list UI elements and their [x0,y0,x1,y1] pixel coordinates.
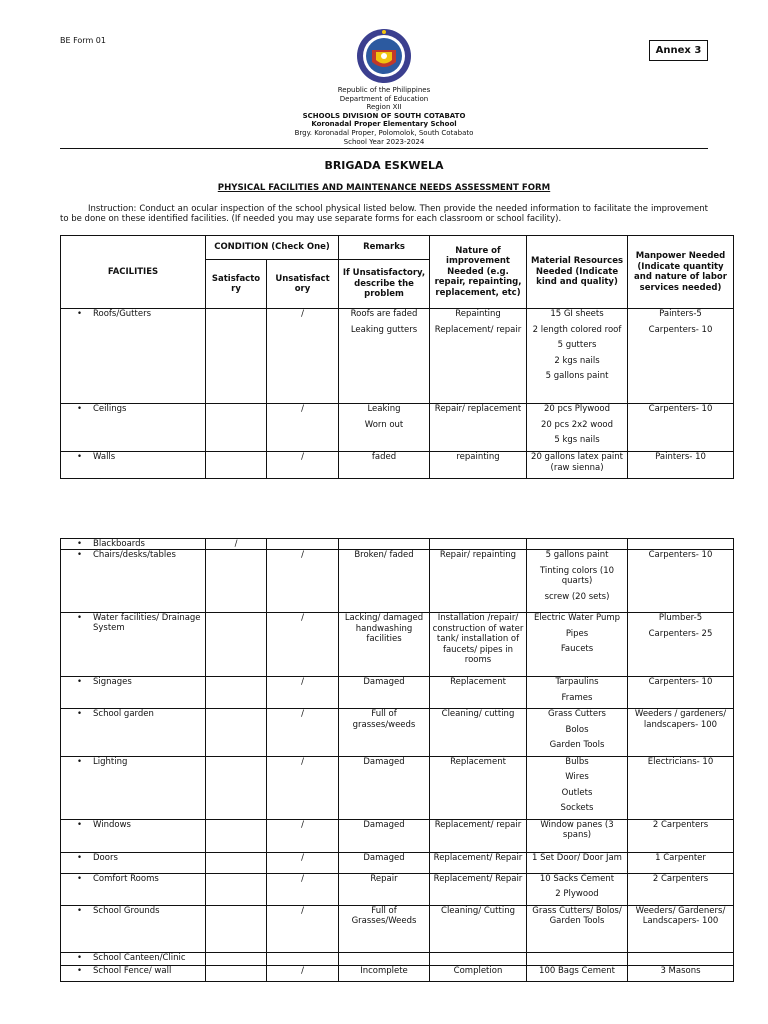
table-row [61,677,734,709]
material-cell [527,550,628,613]
satisfactory-cell [206,550,267,613]
satisfactory-cell [206,905,267,952]
nature-line: Repair/ repainting [439,550,517,560]
material-cell [527,873,628,905]
material-line: Grass Cutters/ Bolos/ Garden Tools [532,905,622,926]
nature-line: Cleaning/ cutting [441,709,515,719]
nature-line: Replacement/ repair [434,324,522,335]
remarks-cell [339,819,430,852]
material-line: 2 Plywood [555,889,599,899]
remarks-cell [339,539,430,550]
annex-label: Annex 3 [649,40,708,61]
nature-cell [430,952,527,965]
material-line: 2 kgs nails [554,355,600,366]
table-row [61,952,734,965]
remarks-cell [339,873,430,905]
manpower-line: Weeders/ Gardeners/ Landscapers- 100 [635,905,726,926]
material-line: 5 gutters [557,340,597,350]
remarks-line: Lacking/ damaged handwashing facilities [344,613,424,644]
manpower-line: 2 Carpenters [652,819,709,830]
manpower-cell [628,452,734,479]
remarks-line: Damaged [363,677,405,687]
remarks-line: Broken/ faded [354,550,414,560]
satisfactory-cell [206,404,267,452]
form-code: BE Form 01 [60,36,106,45]
unsatisfactory-cell: / [267,873,339,905]
table-row [61,452,734,479]
facility-cell [61,852,206,873]
header-department: Department of Education [339,94,429,103]
satisfactory-cell [206,952,267,965]
remarks-line: faded [371,452,397,462]
nature-line: Installation /repair/ construction of water tank/ installation of faucets/ pipes in rooms [432,613,524,665]
material-cell [527,819,628,852]
table-row [61,550,734,613]
manpower-line: Painters- 10 [655,452,706,462]
satisfactory-cell [206,709,267,757]
remarks-cell [339,852,430,873]
satisfactory-cell [206,452,267,479]
facility-name: • Chairs/desks/tables [93,550,176,560]
manpower-cell [628,819,734,852]
material-cell [527,905,628,952]
nature-cell [430,965,527,982]
nature-cell [430,852,527,873]
form-subtitle: PHYSICAL FACILITIES AND MAINTENANCE NEEDS ASSESSMENT FORM [217,183,551,193]
nature-cell [430,613,527,677]
unsatisfactory-cell: / [267,709,339,757]
satisfactory-cell [206,852,267,873]
nature-line: Repair/ replacement [434,404,522,414]
remarks-line: Leaking gutters [350,324,418,335]
material-cell [527,852,628,873]
material-line: 10 Sacks Cement [539,873,615,884]
material-line: 15 GI sheets [550,309,604,319]
material-line: Window panes (3 spans) [540,819,614,840]
unsatisfactory-cell: / [267,852,339,873]
table-2-body [61,539,734,982]
unsatisfactory-cell: / [267,452,339,479]
col-nature: Nature of improvement Needed (e.g. repair, repainting, replacement, etc) [430,236,527,309]
facility-cell [61,404,206,452]
remarks-cell [339,404,430,452]
assessment-table-1 [60,235,734,479]
instruction-text: Instruction: Conduct an ocular inspection of the school physical listed below. Then provide the needed information to facilitate the improvement to be done on these identified facilities. (If needed you may use separate forms for each classroom or school facility). [60,204,708,224]
col-unsatisfactory: Unsatisfact ory [267,260,339,309]
remarks-line: Incomplete [360,965,408,976]
facility-cell [61,905,206,952]
material-line: Wires [565,772,589,782]
manpower-line: Carpenters- 10 [648,324,713,335]
unsatisfactory-cell [267,952,339,965]
material-line: Garden Tools [549,740,605,750]
manpower-cell [628,677,734,709]
form-title: BRIGADA ESKWELA [324,159,444,172]
manpower-cell [628,965,734,982]
manpower-line: Plumber-5 [658,613,703,623]
material-cell [527,756,628,819]
facility-name: • Roofs/Gutters [93,309,152,319]
manpower-cell [628,756,734,819]
unsatisfactory-cell: / [267,819,339,852]
facility-name: • School garden [93,709,154,719]
material-cell [527,677,628,709]
remarks-cell [339,965,430,982]
table-row [61,613,734,677]
facility-cell [61,309,206,404]
nature-cell [430,539,527,550]
facility-name: • Lighting [93,756,128,767]
facility-name: • Signages [93,677,132,687]
remarks-cell [339,756,430,819]
facility-name: • School Fence/ wall [93,965,172,976]
satisfactory-cell [206,819,267,852]
nature-line: Replacement/ Repair [433,873,523,884]
remarks-line: Roofs are faded [350,309,418,319]
remarks-line: Damaged [363,756,405,767]
header-address: Brgy. Koronadal Proper, Polomolok, South Cotabato [294,128,474,137]
satisfactory-cell [206,309,267,404]
remarks-line: Full of grasses/weeds [352,709,416,730]
remarks-line: Damaged [363,852,405,863]
material-line: 20 pcs Plywood [544,404,610,414]
material-line: 100 Bags Cement [539,965,615,976]
col-manpower: Manpower Needed (Indicate quantity and nature of labor services needed) [628,236,734,309]
header-republic: Republic of the Philippines [337,86,431,94]
material-line: Outlets [561,787,593,798]
material-line: Tinting colors (10 quarts) [539,565,615,586]
manpower-line: Weeders / gardeners/ landscapers- 100 [634,709,727,730]
material-cell [527,965,628,982]
header-school-year: School Year 2023-2024 [343,137,425,146]
table-row [61,309,734,404]
facility-cell [61,550,206,613]
remarks-cell [339,709,430,757]
nature-cell [430,550,527,613]
facility-name: • Comfort Rooms [93,873,159,884]
unsatisfactory-cell: / [267,550,339,613]
satisfactory-cell [206,677,267,709]
col-remarks: Remarks [339,236,430,260]
remarks-line: Damaged [363,819,405,830]
unsatisfactory-cell: / [267,309,339,404]
satisfactory-cell [206,873,267,905]
nature-line: Replacement/ repair [434,819,522,830]
nature-cell [430,677,527,709]
remarks-cell [339,613,430,677]
manpower-cell [628,905,734,952]
material-cell [527,404,628,452]
unsatisfactory-cell: / [267,905,339,952]
facility-name: • Ceilings [93,404,127,414]
material-cell [527,539,628,550]
manpower-line: 1 Carpenter [655,852,706,863]
facility-name: • Walls [93,452,116,462]
manpower-cell [628,550,734,613]
deped-seal-logo [352,28,416,84]
facility-cell [61,819,206,852]
material-line: 5 gallons paint [545,371,609,381]
facility-cell [61,756,206,819]
satisfactory-cell: / [206,539,267,550]
manpower-cell [628,709,734,757]
material-line: 2 length colored roof [532,324,622,335]
material-cell [527,309,628,404]
nature-cell [430,873,527,905]
manpower-cell [628,952,734,965]
satisfactory-cell [206,965,267,982]
header-division: SCHOOLS DIVISION OF SOUTH COTABATO [302,111,466,120]
table-row [61,819,734,852]
header-region: Region XII [366,103,402,112]
col-material: Material Resources Needed (Indicate kind and quality) [527,236,628,309]
table-row [61,852,734,873]
nature-line: Cleaning/ Cutting [441,905,515,916]
manpower-line: Painters-5 [659,309,702,319]
unsatisfactory-cell: / [267,613,339,677]
nature-line: repainting [456,452,500,462]
header-school: Koronadal Proper Elementary School [311,120,457,129]
facility-cell [61,539,206,550]
material-line: Bolos [565,724,589,735]
facility-cell [61,965,206,982]
material-cell [527,709,628,757]
unsatisfactory-cell: / [267,404,339,452]
nature-line: Replacement/ Repair [433,852,523,863]
material-line: 1 Set Door/ Door Jam [532,852,622,863]
facility-cell [61,452,206,479]
material-line: Sockets [560,803,594,813]
assessment-table-2 [60,538,734,982]
remarks-cell [339,452,430,479]
satisfactory-cell [206,756,267,819]
table-row [61,905,734,952]
material-line: Tarpaulins [555,677,599,687]
material-line: 5 kgs nails [554,435,600,445]
manpower-line: Carpenters- 10 [648,404,713,414]
facility-name: • Blackboards [93,539,145,549]
nature-line: Repainting [455,309,501,319]
nature-cell [430,309,527,404]
unsatisfactory-cell: / [267,756,339,819]
facility-cell [61,677,206,709]
col-condition: CONDITION (Check One) [206,236,339,260]
manpower-line: Carpenters- 10 [648,677,713,687]
manpower-line: 3 Masons [660,965,701,976]
satisfactory-cell [206,613,267,677]
remarks-cell [339,905,430,952]
material-line: Pipes [565,628,589,639]
facility-cell [61,873,206,905]
manpower-line: Electricians- 10 [647,756,714,767]
manpower-cell [628,873,734,905]
remarks-cell [339,677,430,709]
manpower-line: Carpenters- 10 [648,550,713,560]
table-row [61,709,734,757]
remarks-line: Repair [370,873,398,884]
remarks-cell [339,952,430,965]
material-cell [527,452,628,479]
table-row [61,756,734,819]
col-remarks-sub: If Unsatisfactory, describe the problem [339,260,430,309]
nature-cell [430,756,527,819]
material-line: Faucets [560,644,594,654]
manpower-cell [628,613,734,677]
facility-cell [61,952,206,965]
manpower-cell [628,539,734,550]
facility-name: • School Grounds [93,905,160,916]
facility-name: • Water facilities/ Drainage System [93,613,201,633]
unsatisfactory-cell: / [267,677,339,709]
nature-cell [430,452,527,479]
table-row [61,873,734,905]
facility-cell [61,709,206,757]
table-row [61,404,734,452]
facility-name: • School Canteen/Clinic [93,952,186,963]
material-line: Bulbs [565,756,589,767]
manpower-cell [628,404,734,452]
nature-cell [430,404,527,452]
material-cell [527,952,628,965]
nature-cell [430,709,527,757]
manpower-line: 2 Carpenters [652,873,709,884]
remarks-line: Leaking [367,404,401,414]
table-row [61,539,734,550]
manpower-cell [628,852,734,873]
material-line: 5 gallons paint [545,550,609,560]
table-row [61,965,734,982]
col-facilities: FACILITIES [61,236,206,309]
nature-line: Completion [453,965,503,976]
material-line: 20 gallons latex paint (raw sienna) [531,452,623,473]
remarks-line: Full of Grasses/Weeds [351,905,417,926]
header-divider [60,148,708,149]
material-cell [527,613,628,677]
school-header [200,86,568,146]
nature-cell [430,819,527,852]
remarks-cell [339,550,430,613]
remarks-cell [339,309,430,404]
material-line: Electric Water Pump [533,613,621,623]
remarks-line: Worn out [364,419,404,430]
manpower-line: Carpenters- 25 [648,628,713,639]
nature-line: Replacement [450,677,506,687]
facility-cell [61,613,206,677]
material-line: 20 pcs 2x2 wood [541,419,614,430]
unsatisfactory-cell [267,539,339,550]
facility-name: • Windows [93,819,131,830]
col-satisfactory: Satisfacto ry [206,260,267,309]
material-line: Grass Cutters [548,709,606,719]
table-1-body [61,309,734,479]
material-line: screw (20 sets) [544,591,610,602]
material-line: Frames [561,692,593,703]
facility-name: • Doors [93,852,118,863]
nature-line: Replacement [450,756,506,767]
manpower-cell [628,309,734,404]
unsatisfactory-cell: / [267,965,339,982]
nature-cell [430,905,527,952]
